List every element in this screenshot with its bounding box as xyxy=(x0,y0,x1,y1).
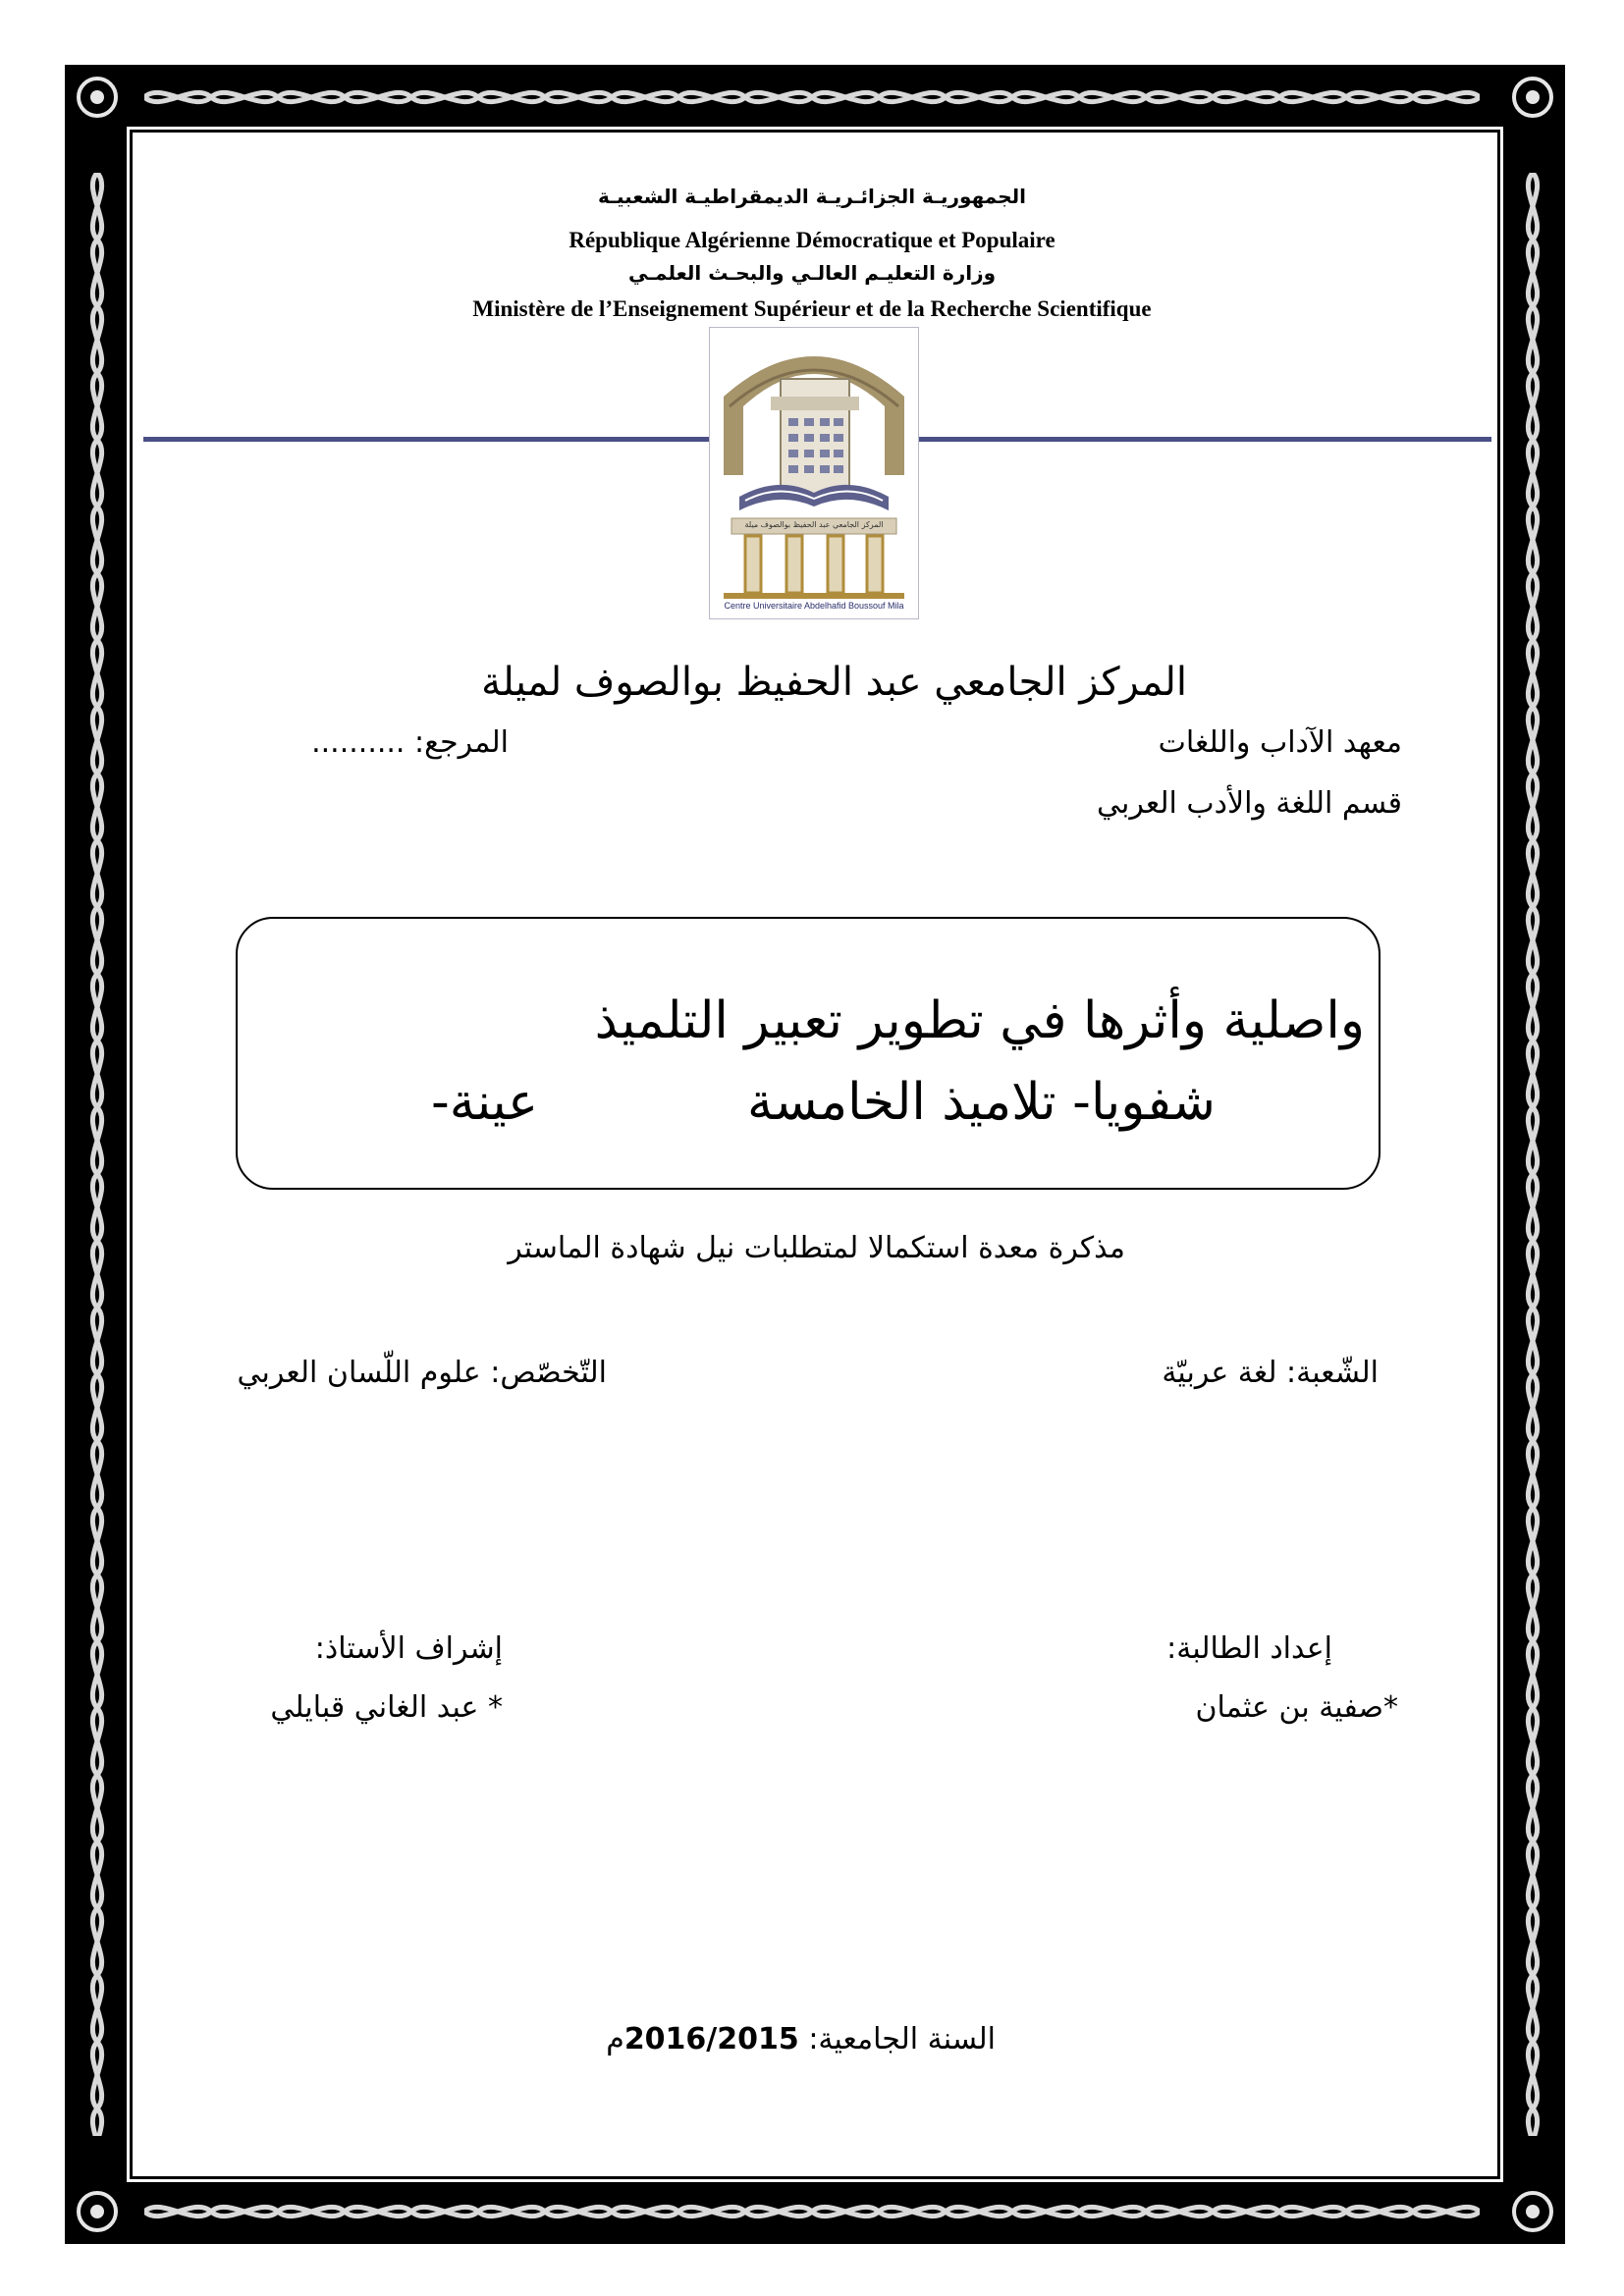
header-rule-left xyxy=(143,437,710,442)
chain-ornament-top xyxy=(144,80,1480,114)
student-name: *صفية بن عثمان xyxy=(1195,1690,1398,1725)
university-logo xyxy=(709,327,919,619)
thesis-title-box xyxy=(236,917,1380,1190)
department-name: قسم اللغة والأدب العربي xyxy=(1096,786,1402,821)
academic-year-label: السنة الجامعية: xyxy=(808,2022,996,2056)
university-building-icon xyxy=(710,328,918,618)
thesis-title-line-2b: عينة- xyxy=(430,1073,538,1132)
republic-french: République Algérienne Démocratique et Populaire xyxy=(568,228,1056,252)
chain-ornament-bottom xyxy=(144,2195,1480,2228)
institution-name: المركز الجامعي عبد الحفيظ بوالصوف لميلة xyxy=(481,660,1187,705)
memo-statement: مذكرة معدة استكمالا لمتطلبات نيل شهادة الماستر xyxy=(508,1231,1125,1265)
academic-year-suffix: م xyxy=(606,2022,624,2056)
field-label: الشّعبة: لغة عربيّة xyxy=(1162,1356,1379,1390)
logo-banner-text: المركز الجامعي عبد الحفيظ بوالصوف ميلة xyxy=(744,520,884,529)
corner-ornament-icon xyxy=(72,2186,123,2237)
header-rule-right xyxy=(917,437,1491,442)
specialty-label: التّخصّص: علوم اللّسان العربي xyxy=(237,1356,607,1390)
supervisor-name: * عبد الغاني قبايلي xyxy=(270,1690,503,1725)
academic-year xyxy=(606,2022,996,2056)
supervisor-label: إشراف الأستاذ: xyxy=(314,1631,503,1666)
ministry-french: Ministère de l’Enseignement Supérieur et de la Recherche Scientifique xyxy=(472,296,1152,321)
republic-arabic: الجمهوريـة الجزائـريـة الديمقراطيـة الشعبيـة xyxy=(598,185,1026,208)
corner-ornament-icon xyxy=(1507,2186,1558,2237)
corner-ornament-icon xyxy=(72,72,123,123)
thesis-title-line-1: واصلية وأثرها في تطوير تعبير التلميذ xyxy=(594,991,1365,1050)
ministry-arabic: وزارة التعليـم العالـي والبحـث العلمـي xyxy=(627,261,997,285)
institute-name: معهد الآداب واللغات xyxy=(1158,725,1402,760)
academic-year-value: 2016/2015 xyxy=(623,2022,799,2056)
reference-line: المرجع: .......... xyxy=(311,725,509,760)
student-label: إعداد الطالبة: xyxy=(1166,1631,1332,1666)
chain-ornament-left xyxy=(81,173,114,2136)
logo-caption: Centre Universitaire Abdelhafid Boussouf Mila xyxy=(724,601,904,611)
chain-ornament-right xyxy=(1516,173,1549,2136)
thesis-title-line-2a: شفويا- تلاميذ الخامسة xyxy=(746,1073,1216,1132)
corner-ornament-icon xyxy=(1507,72,1558,123)
